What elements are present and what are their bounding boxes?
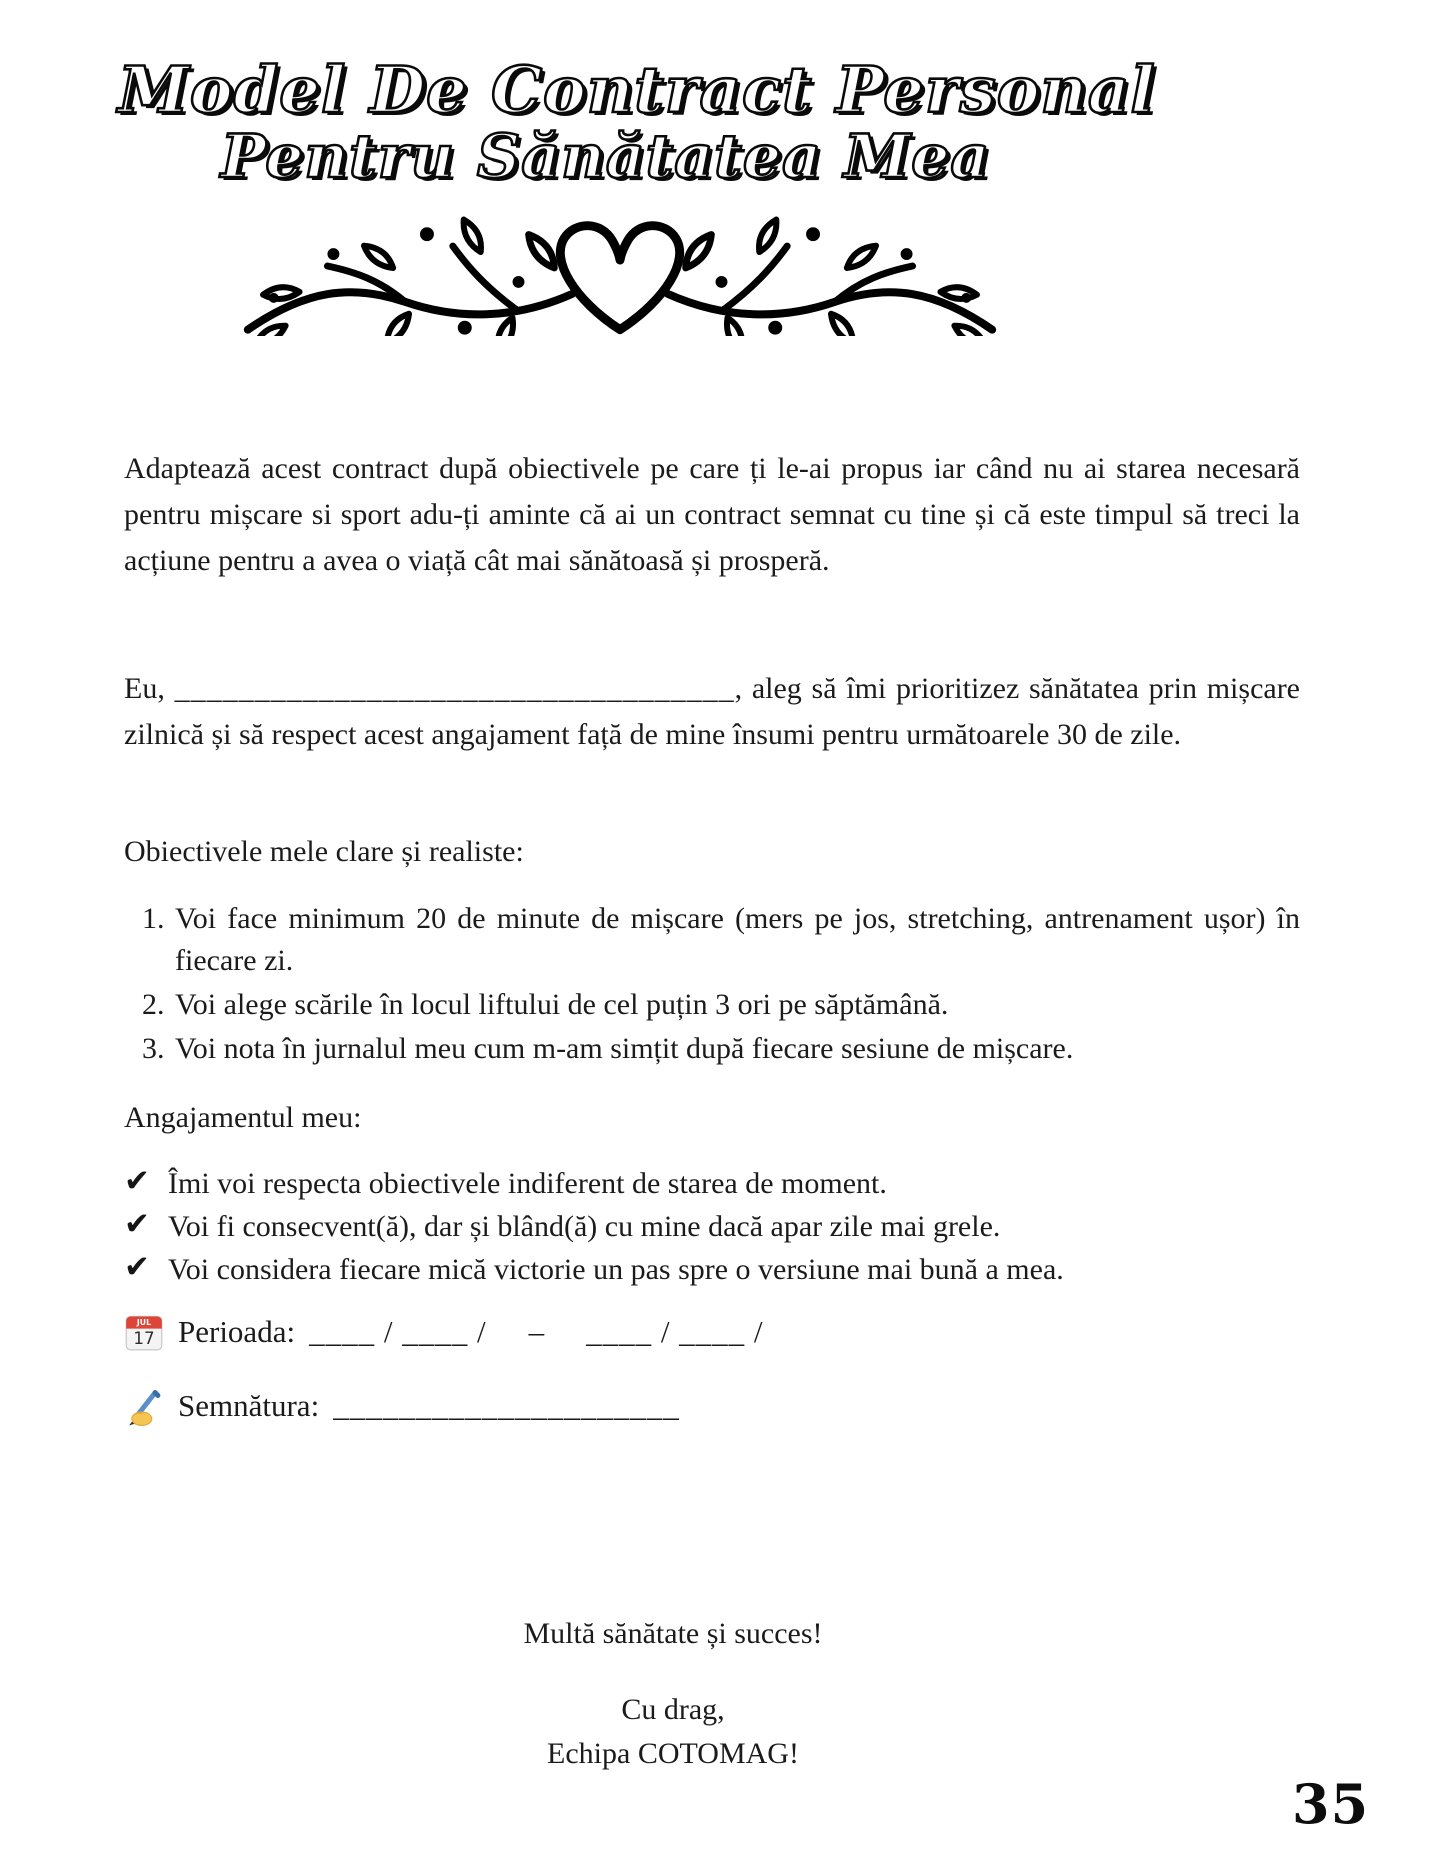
title-line-1: Model De Contract Personal bbox=[118, 53, 1156, 128]
period-separator: – bbox=[528, 1314, 545, 1349]
closing-wish: Multă sănătate și succes! bbox=[523, 1617, 823, 1650]
closing-block bbox=[121, 1612, 1225, 1776]
pledge-prefix: Eu, bbox=[124, 672, 175, 705]
list-item-text: Îmi voi respecta obiectivele indiferent de starea de moment. bbox=[168, 1167, 887, 1200]
commitment-heading: Angajamentul meu: bbox=[124, 1101, 362, 1134]
checkmark-icon: ✔ bbox=[124, 1206, 150, 1242]
pledge-paragraph bbox=[124, 666, 1300, 758]
period-start-field[interactable]: ____ / ____ / bbox=[309, 1314, 487, 1349]
list-number: 3. bbox=[142, 1032, 165, 1065]
list-number: 1. bbox=[142, 902, 165, 935]
writing-hand-icon bbox=[124, 1386, 164, 1426]
title-line-2: Pentru Sănătatea Mea bbox=[220, 122, 991, 192]
list-item-text: Voi nota în jurnalul meu cum m-am simțit după fiecare sesiune de mișcare. bbox=[175, 1032, 1074, 1065]
pledge-suffix: , aleg să îmi prioritizez sănătatea prin mișcare zilnică și să respect acest angajament față de mine însumi pentru următoarele 30 de zile. bbox=[124, 672, 1301, 751]
list-item bbox=[124, 898, 1300, 982]
checkmark-icon: ✔ bbox=[124, 1249, 150, 1285]
list-item-text: Voi face minimum 20 de minute de mișcare (mers pe jos, stretching, antrenament ușor) în fiecare zi. bbox=[175, 902, 1300, 977]
heart-icon bbox=[560, 226, 679, 330]
closing-team: Echipa COTOMAG! bbox=[547, 1737, 799, 1770]
period-row bbox=[124, 1312, 764, 1352]
list-item-text: Voi considera fiecare mică victorie un pas spre o versiune mai bună a mea. bbox=[168, 1253, 1064, 1286]
list-item bbox=[124, 1028, 1300, 1070]
list-item-text: Voi alege scările în locul liftului de cel puțin 3 ori pe săptămână. bbox=[175, 988, 949, 1021]
name-blank-field[interactable]: ___________________________________ bbox=[174, 672, 735, 705]
checkmark-icon: ✔ bbox=[124, 1163, 150, 1199]
objectives-heading: Obiectivele mele clare și realiste: bbox=[124, 835, 524, 868]
list-item bbox=[124, 1248, 1300, 1291]
page-number: 35 bbox=[1292, 1772, 1370, 1836]
signature-field[interactable]: _____________________ bbox=[333, 1388, 680, 1423]
list-number: 2. bbox=[142, 988, 165, 1021]
laurel-heart-divider-icon bbox=[214, 196, 1026, 336]
closing-salutation: Cu drag, bbox=[621, 1693, 725, 1726]
list-item bbox=[124, 1205, 1300, 1248]
commitment-list bbox=[124, 1162, 1300, 1291]
list-item-text: Voi fi consecvent(ă), dar și blând(ă) cu mine dacă apar zile mai grele. bbox=[168, 1210, 1001, 1243]
calendar-icon bbox=[124, 1312, 164, 1352]
svg-text:JUL: JUL bbox=[136, 1317, 152, 1327]
svg-text:17: 17 bbox=[133, 1329, 155, 1349]
list-item bbox=[124, 1162, 1300, 1205]
period-label: Perioada: bbox=[178, 1314, 296, 1349]
period-end-field[interactable]: ____ / ____ / bbox=[586, 1314, 764, 1349]
intro-paragraph: Adaptează acest contract după obiectivele pe care ți le-ai propus iar când nu ai starea necesară pentru mișcare si sport adu-ți aminte că ai un contract semnat cu tine și că este timpul să treci la acțiune pentru a avea o viață cât mai sănătoasă și prosperă. bbox=[124, 452, 1300, 577]
signature-row bbox=[124, 1386, 680, 1426]
signature-label: Semnătura: bbox=[178, 1388, 320, 1423]
page-title bbox=[118, 53, 1156, 192]
list-item bbox=[124, 984, 1300, 1026]
objectives-list bbox=[124, 898, 1300, 1072]
